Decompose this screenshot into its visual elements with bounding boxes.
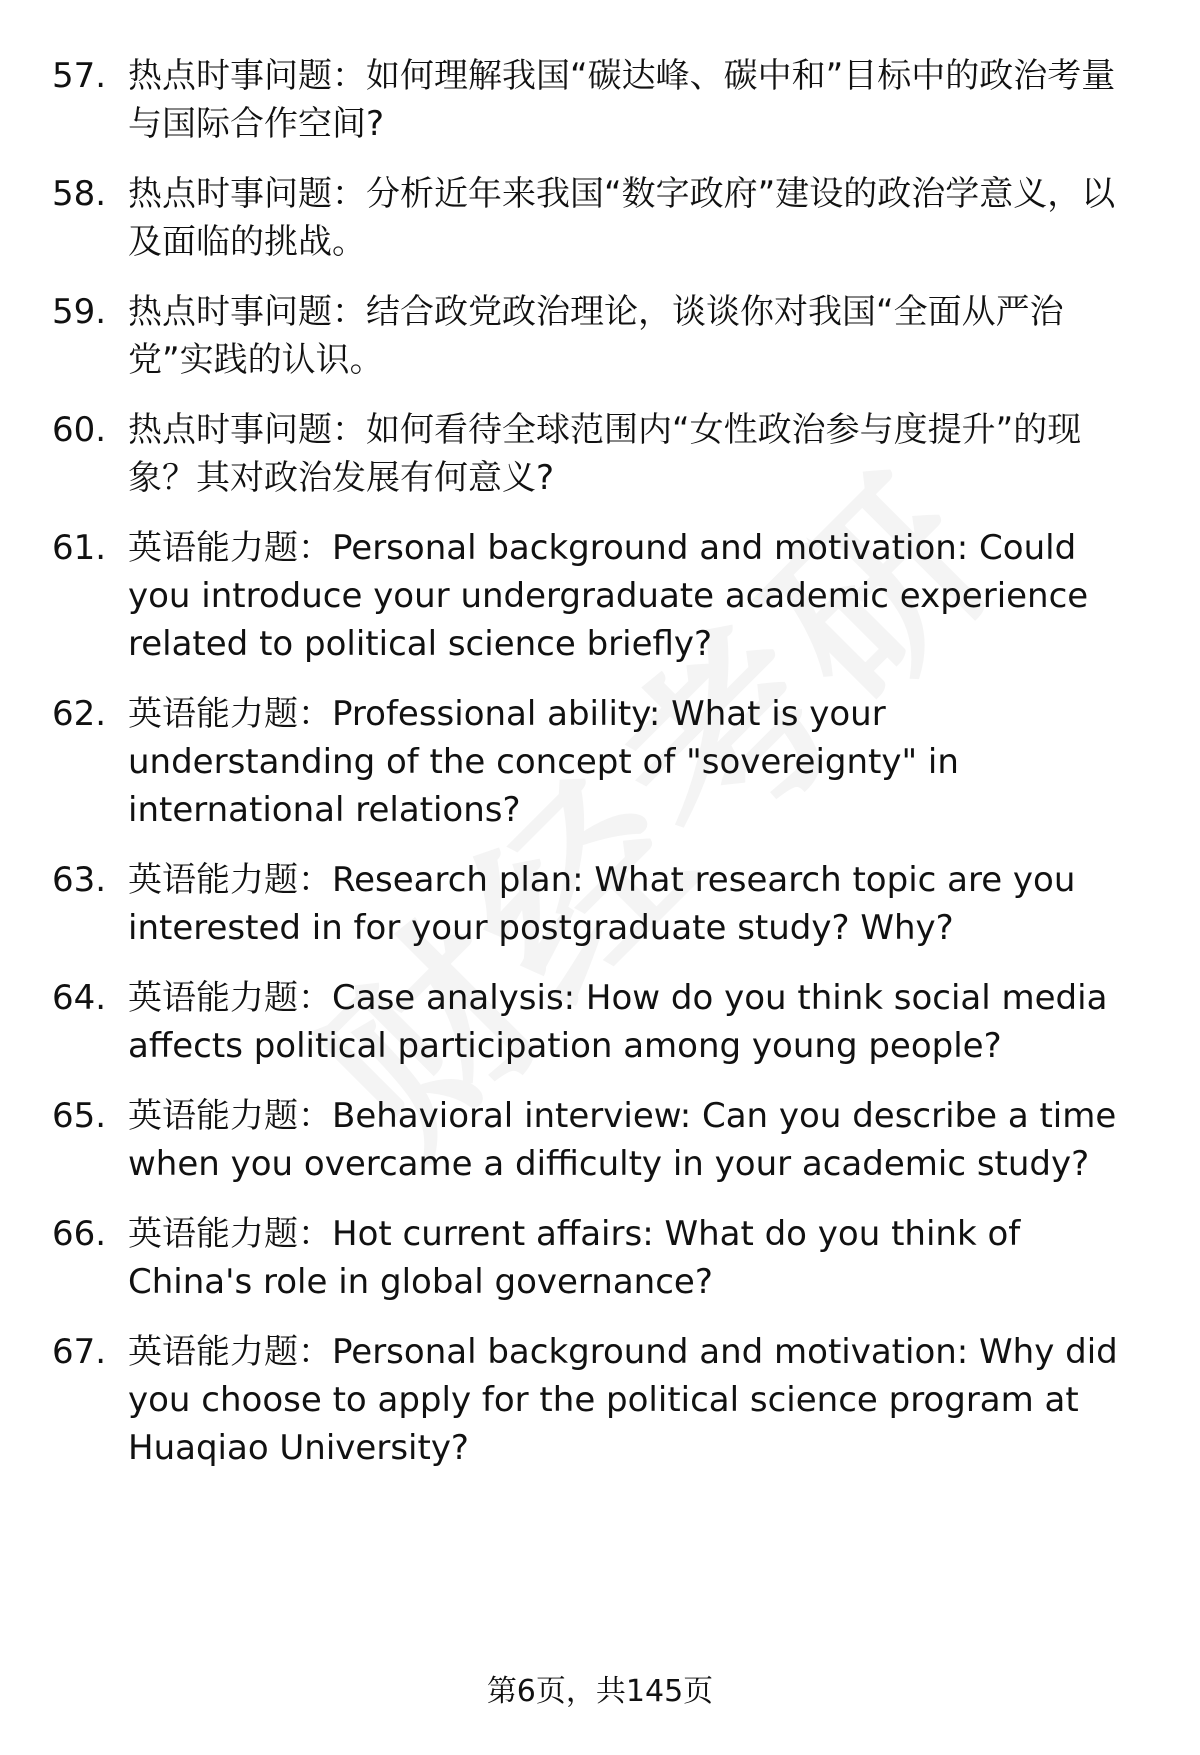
item-text: 英语能力题：Hot current affairs: What do you think of China's role in global governance? [128,1214,1021,1302]
item-number: 66. [52,1214,107,1254]
item-text: 英语能力题：Personal background and motivation: Could you introduce your undergraduate academic experience related to political science briefly? [128,528,1089,664]
list-item [52,524,1152,668]
list-item [52,1210,1152,1306]
item-text: 英语能力题：Professional ability: What is your understanding of the concept of "sovereignty" in international relations? [128,694,959,830]
item-number: 58. [52,174,107,214]
item-text: 热点时事问题：如何看待全球范围内“女性政治参与度提升”的现象？其对政治发展有何意义? [128,410,1082,498]
list-item [52,52,1152,148]
list-item [52,974,1152,1070]
item-number: 64. [52,978,107,1018]
item-number: 67. [52,1332,107,1372]
list-item [52,406,1152,502]
item-number: 65. [52,1096,107,1136]
item-number: 61. [52,528,107,568]
item-text: 英语能力题：Research plan: What research topic are you interested in for your postgraduate study? Why? [128,860,1076,948]
page-footer: 第6页，共145页 [486,1674,714,1709]
item-number: 59. [52,292,107,332]
list-item [52,690,1152,834]
item-text: 热点时事问题：结合政党政治理论，谈谈你对我国“全面从严治党”实践的认识。 [128,292,1064,380]
item-number: 60. [52,410,107,450]
item-text: 热点时事问题：如何理解我国“碳达峰、碳中和”目标中的政治考量与国际合作空间? [128,56,1116,144]
item-text: 英语能力题：Personal background and motivation: Why did you choose to apply for the political science program at Huaqiao University? [128,1332,1118,1468]
list-item [52,170,1152,266]
item-number: 57. [52,56,107,96]
item-text: 英语能力题：Behavioral interview: Can you describe a time when you overcame a difficulty in your academic study? [128,1096,1117,1184]
question-list [52,52,1152,1494]
list-item [52,856,1152,952]
item-number: 62. [52,694,107,734]
list-item [52,1092,1152,1188]
item-text: 英语能力题：Case analysis: How do you think social media affects political participation among young people? [128,978,1108,1066]
list-item [52,1328,1152,1472]
item-text: 热点时事问题：分析近年来我国“数字政府”建设的政治学意义，以及面临的挑战。 [128,174,1116,262]
item-number: 63. [52,860,107,900]
list-item [52,288,1152,384]
